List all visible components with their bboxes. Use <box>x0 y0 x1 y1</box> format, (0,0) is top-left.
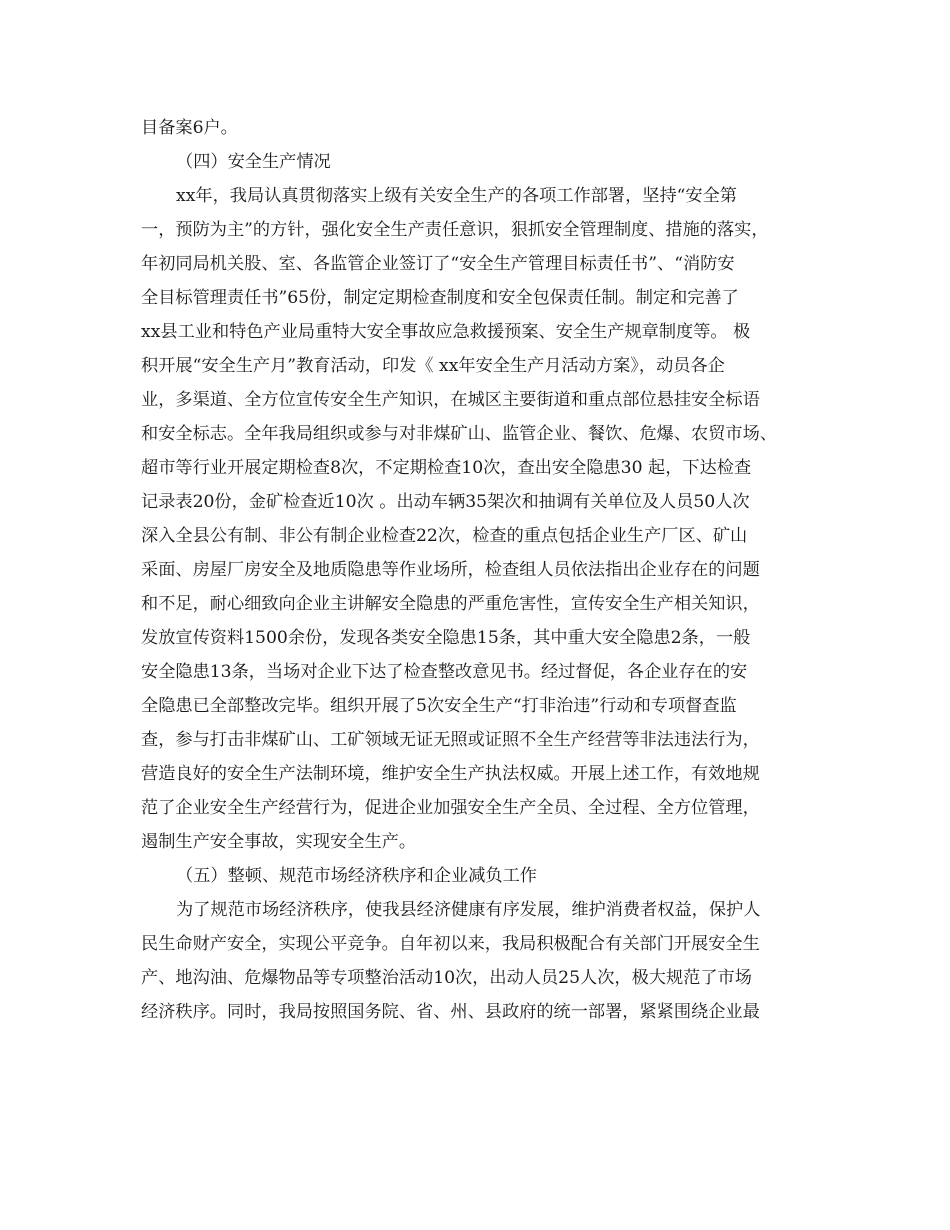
text-line: 营造良好的安全生产法制环境，维护安全生产执法权威。开展上述工作，有效地规 <box>141 764 760 784</box>
text-line: 查，参与打击非煤矿山、工矿领域无证无照或证照不全生产经营等非法违法行为， <box>141 730 760 750</box>
text-line: 记录表20份，金矿检查近10次 。出动车辆35架次和抽调有关单位及人员50人次 <box>141 492 750 512</box>
text-line: 全隐患已全部整改完毕。组织开展了5次安全生产“打非治违”行动和专项督查监 <box>141 696 737 716</box>
text-line: 产、地沟油、危爆物品等专项整治活动10次，出动人员25人次，极大规范了市场 <box>141 968 752 988</box>
text-line: 经济秩序。同时，我局按照国务院、省、州、县政府的统一部署，紧紧围绕企业最 <box>141 1002 760 1022</box>
section-heading: （五）整顿、规范市场经济秩序和企业减负工作 <box>176 866 537 886</box>
text-line: 全目标管理责任书”65份，制定定期检查制度和安全包保责任制。制定和完善了 <box>141 288 739 308</box>
text-line: 超市等行业开展定期检查8次，不定期检查10次，查出安全隐患30 起，下达检查 <box>141 458 752 478</box>
section-heading: （四）安全生产情况 <box>176 152 331 172</box>
text-line: 业，多渠道、全方位宣传安全生产知识，在城区主要街道和重点部位悬挂安全标语 <box>141 390 760 410</box>
text-line: 目备案6户。 <box>141 118 238 138</box>
text-line: xx年，我局认真贯彻落实上级有关安全生产的各项工作部署，坚持“安全第 <box>176 186 737 206</box>
text-line: 安全隐患13条，当场对企业下达了检查整改意见书。经过督促，各企业存在的安 <box>141 662 748 682</box>
text-line: 一，预防为主”的方针，强化安全生产责任意识，狠抓安全管理制度、措施的落实， <box>141 220 769 240</box>
text-line: xx县工业和特色产业局重特大安全事故应急救援预案、安全生产规章制度等。 极 <box>141 322 751 342</box>
text-line: 积开展“安全生产月”教育活动，印发《 xx年安全生产月活动方案》，动员各企 <box>141 356 725 376</box>
text-line: 发放宣传资料1500余份，发现各类安全隐患15条，其中重大安全隐患2条，一般 <box>141 628 751 648</box>
text-line: 和不足，耐心细致向企业主讲解安全隐患的严重危害性，宣传安全生产相关知识， <box>141 594 760 614</box>
text-line: 范了企业安全生产经营行为，促进企业加强安全生产全员、全过程、全方位管理， <box>141 798 760 818</box>
text-line: 民生命财产安全，实现公平竞争。自年初以来，我局积极配合有关部门开展安全生 <box>141 934 760 954</box>
text-line: 深入全县公有制、非公有制企业检查22次，检查的重点包括企业生产厂区、矿山 <box>141 526 748 546</box>
text-line: 为了规范市场经济秩序，使我县经济健康有序发展，维护消费者权益，保护人 <box>176 900 761 920</box>
text-line: 采面、房屋厂房安全及地质隐患等作业场所，检查组人员依法指出企业存在的问题 <box>141 560 760 580</box>
text-line: 年初同局机关股、室、各监管企业签订了“安全生产管理目标责任书”、“消防安 <box>141 254 735 274</box>
text-line: 遏制生产安全事故，实现安全生产。 <box>141 832 417 852</box>
text-line: 和安全标志。全年我局组织或参与对非煤矿山、监管企业、餐饮、危爆、农贸市场、 <box>141 424 777 444</box>
